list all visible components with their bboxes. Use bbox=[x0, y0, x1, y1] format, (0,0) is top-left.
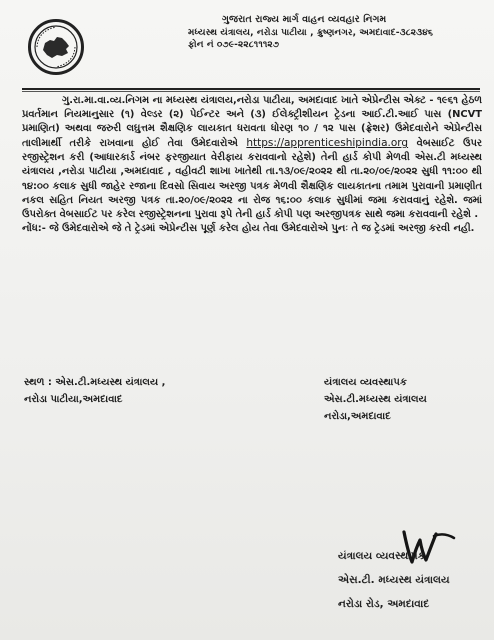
notice-text-part1: ગુ.રા.મા.વા.વ્ય.નિગમ ના મધ્યસ્થ યંત્રાલય,નરોડા પાટીયા, અમદાવાદ ખાતે એપ્રેન્ટીસ એક્ટ - ૧૯૬૧ હેઠળ પ્રવર્તમાન નિયમાનુસાર (૧) વેલ્ડર (૨) પેઈન્ટર અને (૩) ઈલેક્ટ્રીશીયન ટ્રેડના આઈ.ટી.આઈ પાસ (NCVT પ્રમાણિત) અથવા જરુરી લઘુત્તમ શૈક્ષણિક લાયકાત ધરાવતા ધોરણ ૧૦ / ૧૨ પાસ (ફ્રેશર) ઉમેદવારોને એપ્રેન્ટીસ તાલીમાર્થી તરીકે રાખવાના હોઈ તેવા ઉમેદવારોએ bbox=[22, 95, 482, 150]
notice-note: નોંધ:- જે ઉમેદવારોએ જે તે ટ્રેડમાં એપ્રેન્ટીસ પૂર્ણ કરેલ હોય તેવા ઉમેદવારોએ પુનઃ તે જ ટ્રેડમાં અરજી કરવી નહી. bbox=[22, 222, 475, 234]
letterhead bbox=[188, 14, 488, 52]
apprenticeship-website-link[interactable]: https://apprenticeshipindia.org bbox=[246, 137, 409, 150]
notice-body bbox=[22, 94, 482, 236]
gsrtc-logo-icon bbox=[28, 19, 84, 75]
place-line1: સ્થળ : એસ.ટી.મધ્યસ્થ યંત્રાલય , bbox=[24, 377, 166, 388]
notice-paragraph bbox=[22, 94, 482, 222]
signatory-location: નરોડા,અમદાવાદ bbox=[324, 411, 391, 422]
header-divider bbox=[22, 88, 480, 90]
signatory-title: યંત્રાલય વ્યવસ્થાપક bbox=[324, 377, 407, 388]
place-line2: નરોડા પાટીયા,અમદાવાદ bbox=[24, 394, 123, 405]
organization-phone: ફોન નં ૦૭૯-૨૨૮૧૧૧૨૭ bbox=[188, 40, 280, 50]
signatory-office: એસ.ટી.મધ્યસ્થ યંત્રાલય bbox=[324, 394, 427, 405]
stamp-title: યંત્રાલય વ્યવસ્થાપક bbox=[338, 550, 426, 562]
organization-name: ગુજરાત રાજ્ય માર્ગ વાહન વ્યવહાર નિગમ bbox=[222, 14, 387, 25]
stamp-location: નરોડા રોડ, અમદાવાદ bbox=[338, 598, 430, 610]
header-divider-thin bbox=[22, 91, 480, 92]
stamp-office: એસ.ટી. મધ્યસ્થ યંત્રાલય bbox=[338, 574, 450, 586]
signatory-block bbox=[324, 374, 484, 425]
organization-address: મધ્યસ્થ યંત્રાલય, નરોડા પાટીયા , ક્રુષ્ણનગર, અમદાવાદ-૩૮૨૩૪૬ bbox=[188, 27, 434, 38]
official-stamp bbox=[338, 544, 488, 616]
place-block bbox=[24, 374, 244, 408]
notice-text-part2: વેબસાઈટ ઉપર રજીસ્ટ્રેશન કરી (આધારકાર્ડ નંબર ફરજીયાત વેરીફાય કરાવવાનો રહેશે) તેની હાર્ડ કોપી મેળવી એસ.ટી મધ્યસ્થ યંત્રાલય ,નરોડા પાટીયા ,અમદાવાદ , વહીવટી શાખા ખાતેથી તા.૧૩/૦૯/૨૦૨૨ થી તા.૨૦/૦૯/૨૦૨૨ સુધી ૧૧:૦૦ થી ૧૪:૦૦ કલાક સુધી જાહેર રજાના દિવસો સિવાય અરજી પત્રક મેળવી શૈક્ષણિક લાયકાતના તમામ પુરાવાની પ્રમાણીત નકલ સહિત નિયત અરજી પત્રક તા.૨૦/૦૯/૨૦૨૨ ના રોજ ૧૬:૦૦ કલાક સુધીમાં જમા કરાવવાનું રહેશે. જમાં ઉપરોક્ત વેબસાઈટ પર કરેલ રજીસ્ટ્રેશનના પુરાવા રૂપે તેની હાર્ડ કોપી પણ અરજીપત્રક સાથે જમા કરાવવાની રહેશે . bbox=[22, 138, 482, 220]
